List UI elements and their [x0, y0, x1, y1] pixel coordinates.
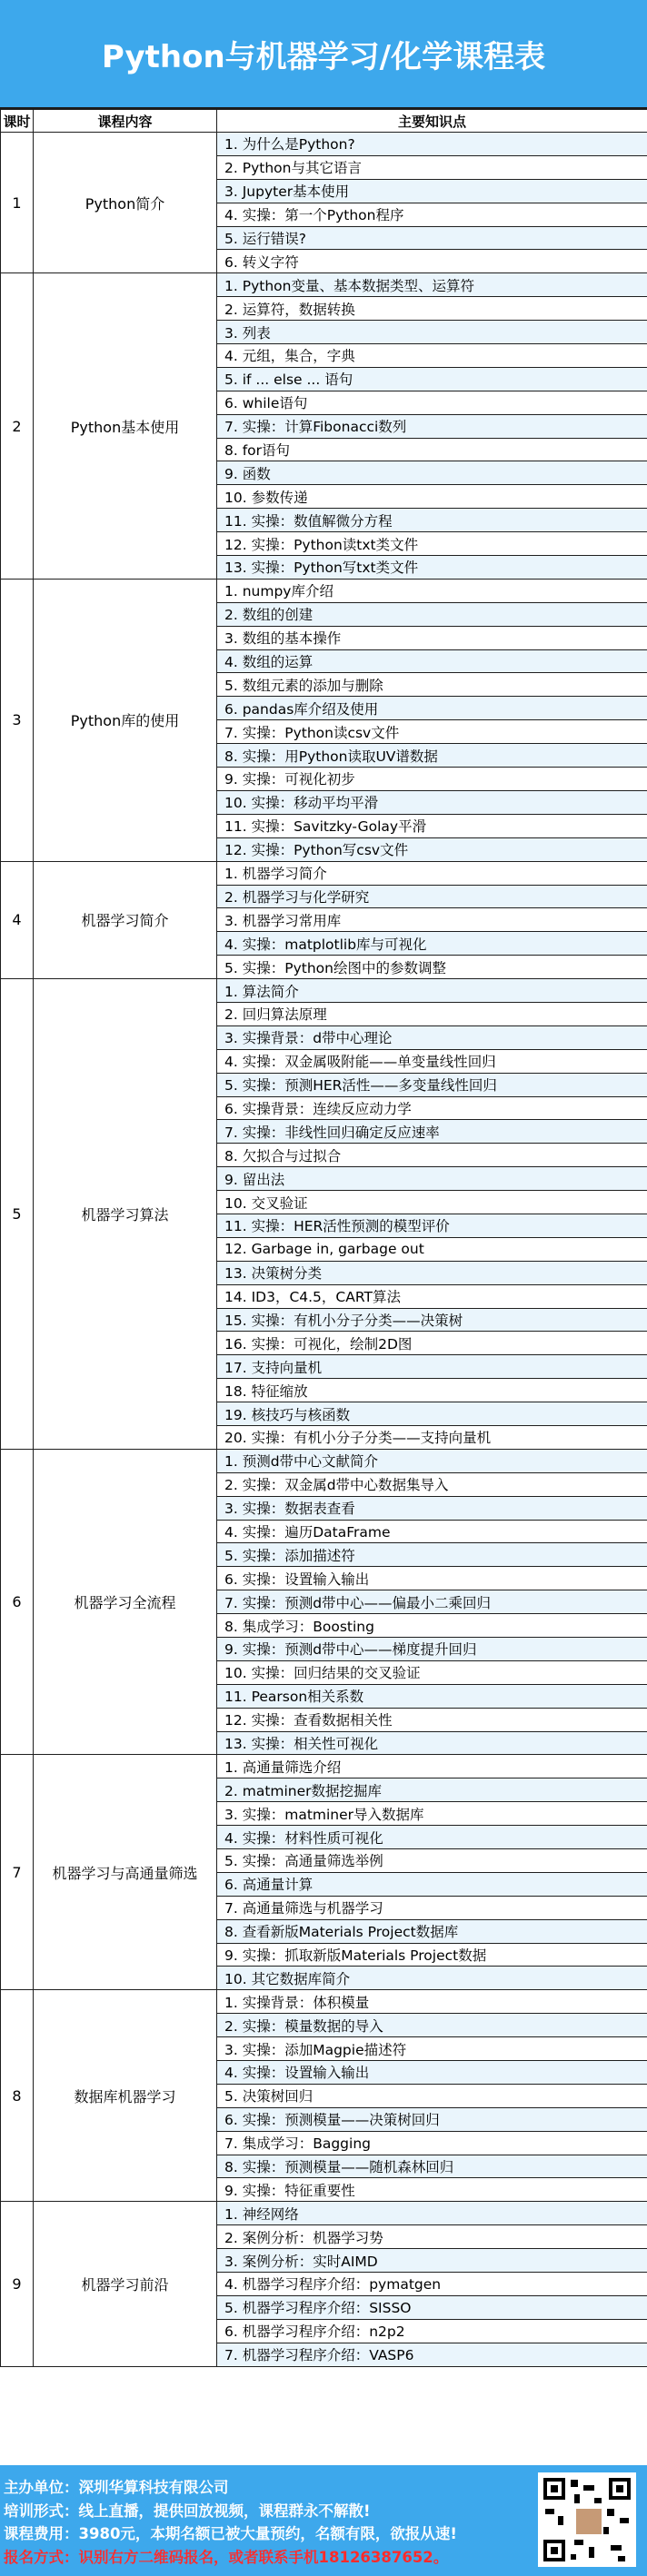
- knowledge-point: 5. if ... else ... 语句: [217, 367, 647, 391]
- knowledge-point: 9. 函数: [217, 461, 647, 485]
- knowledge-point: 1. 算法简介: [217, 979, 647, 1003]
- knowledge-point: 12. 实操：Python读txt类文件: [217, 532, 647, 556]
- knowledge-point: 5. 实操：Python绘图中的参数调整: [217, 956, 647, 979]
- knowledge-point: 3. Jupyter基本使用: [217, 179, 647, 203]
- knowledge-point: 5. 实操：预测HER活性——多变量线性回归: [217, 1073, 647, 1096]
- knowledge-point: 7. 实操：预测d带中心——偏最小二乘回归: [217, 1590, 647, 1614]
- knowledge-point: 3. 列表: [217, 321, 647, 344]
- knowledge-point: 4. 实操：遍历DataFrame: [217, 1520, 647, 1543]
- knowledge-point: 9. 实操：特征重要性: [217, 2178, 647, 2202]
- knowledge-point: 2. 运算符，数据转换: [217, 297, 647, 321]
- qr-module: [558, 2516, 563, 2525]
- table-row: [1, 133, 647, 156]
- knowledge-point: 2. 实操：模量数据的导入: [217, 2014, 647, 2037]
- knowledge-point: 13. 决策树分类: [217, 1261, 647, 1284]
- knowledge-point: 3. 实操背景：d带中心理论: [217, 1025, 647, 1049]
- knowledge-point: 1. 为什么是Python?: [217, 133, 647, 156]
- knowledge-point: 6. pandas库介绍及使用: [217, 697, 647, 720]
- knowledge-point: 3. 机器学习常用库: [217, 908, 647, 932]
- knowledge-point: 2. 实操：双金属d带中心数据集导入: [217, 1472, 647, 1496]
- qr-module: [583, 2485, 594, 2491]
- qr-finder: [609, 2478, 631, 2500]
- lesson-number: 3: [1, 579, 34, 861]
- knowledge-point: 6. 实操背景：连续反应动力学: [217, 1096, 647, 1120]
- table-row: [1, 979, 647, 1003]
- knowledge-point: 9. 实操：抓取新版Materials Project数据: [217, 1943, 647, 1967]
- qr-module: [545, 2509, 554, 2514]
- qr-module: [571, 2480, 578, 2487]
- header-lesson: 课时: [1, 110, 34, 133]
- qr-module: [620, 2518, 629, 2523]
- knowledge-point: 4. 实操：设置输入输出: [217, 2061, 647, 2085]
- knowledge-point: 11. 实操：Savitzky-Golay平滑: [217, 814, 647, 837]
- knowledge-point: 20. 实操：有机小分子分类——支持向量机: [217, 1425, 647, 1449]
- lesson-name: 机器学习与高通量筛选: [34, 1755, 217, 1990]
- knowledge-point: 13. 实操：相关性可视化: [217, 1731, 647, 1755]
- knowledge-point: 15. 实操：有机小分子分类——决策树: [217, 1308, 647, 1332]
- header-content: 课程内容: [34, 110, 217, 133]
- knowledge-point: 12. 实操：Python写csv文件: [217, 837, 647, 861]
- knowledge-point: 8. 欠拟合与过拟合: [217, 1144, 647, 1167]
- knowledge-point: 5. 数组元素的添加与删除: [217, 673, 647, 697]
- avatar: [574, 2507, 603, 2536]
- knowledge-point: 6. while语句: [217, 391, 647, 414]
- knowledge-point: 5. 实操：高通量筛选举例: [217, 1849, 647, 1873]
- knowledge-point: 2. 数组的创建: [217, 602, 647, 626]
- knowledge-point: 10. 实操：移动平均平滑: [217, 790, 647, 814]
- header-points: 主要知识点: [217, 110, 647, 133]
- knowledge-point: 3. 实操：matminer导入数据库: [217, 1802, 647, 1826]
- table-row: [1, 1449, 647, 1472]
- qr-module: [574, 2540, 583, 2545]
- knowledge-point: 9. 实操：预测d带中心——梯度提升回归: [217, 1638, 647, 1661]
- knowledge-point: 8. 实操：预测模量——随机森林回归: [217, 2155, 647, 2178]
- knowledge-point: 1. 机器学习简介: [217, 861, 647, 885]
- course-table: [0, 109, 647, 2367]
- lesson-number: 5: [1, 979, 34, 1450]
- footer-fee: 课程费用：3980元，本期名额已被大量预约，名额有限，欲报从速!: [4, 2525, 457, 2542]
- knowledge-point: 3. 实操：数据表查看: [217, 1496, 647, 1520]
- lesson-number: 8: [1, 1990, 34, 2202]
- lesson-name: 机器学习前沿: [34, 2202, 217, 2366]
- knowledge-point: 2. 机器学习与化学研究: [217, 885, 647, 908]
- table-row: [1, 2202, 647, 2225]
- knowledge-point: 2. Python与其它语言: [217, 155, 647, 179]
- knowledge-point: 8. 查看新版Materials Project数据库: [217, 1919, 647, 1943]
- lesson-number: 7: [1, 1755, 34, 1990]
- footer-info: [0, 2465, 647, 2576]
- footer-organizer: 主办单位：深圳华算科技有限公司: [4, 2479, 229, 2496]
- qr-module: [589, 2547, 594, 2558]
- knowledge-point: 7. 高通量筛选与机器学习: [217, 1896, 647, 1919]
- knowledge-point: 1. 神经网络: [217, 2202, 647, 2225]
- knowledge-point: 4. 实操：第一个Python程序: [217, 203, 647, 226]
- knowledge-point: 12. Garbage in, garbage out: [217, 1237, 647, 1261]
- qr-module: [618, 2556, 625, 2561]
- knowledge-point: 10. 交叉验证: [217, 1191, 647, 1214]
- knowledge-point: 3. 数组的基本操作: [217, 626, 647, 649]
- qr-module: [611, 2545, 622, 2551]
- qr-module: [603, 2527, 609, 2534]
- knowledge-point: 10. 其它数据库简介: [217, 1967, 647, 1990]
- knowledge-point: 5. 机器学习程序介绍：SISSO: [217, 2295, 647, 2319]
- knowledge-point: 4. 实操：材料性质可视化: [217, 1826, 647, 1849]
- knowledge-point: 9. 实操：可视化初步: [217, 768, 647, 791]
- lesson-name: Python基本使用: [34, 273, 217, 580]
- knowledge-point: 6. 机器学习程序介绍：n2p2: [217, 2319, 647, 2343]
- knowledge-point: 19. 核技巧与核函数: [217, 1402, 647, 1426]
- knowledge-point: 18. 特征缩放: [217, 1379, 647, 1402]
- knowledge-point: 1. Python变量、基本数据类型、运算符: [217, 273, 647, 297]
- knowledge-point: 1. 预测d带中心文献简介: [217, 1449, 647, 1472]
- knowledge-point: 5. 决策树回归: [217, 2084, 647, 2107]
- knowledge-point: 10. 参数传递: [217, 485, 647, 509]
- knowledge-point: 6. 实操：预测模量——决策树回归: [217, 2107, 647, 2131]
- knowledge-point: 5. 实操：添加描述符: [217, 1543, 647, 1567]
- qr-module: [574, 2494, 580, 2503]
- knowledge-point: 1. 实操背景：体积模量: [217, 1990, 647, 2014]
- qr-code-icon[interactable]: [538, 2472, 636, 2567]
- knowledge-point: 8. 集成学习：Boosting: [217, 1614, 647, 1638]
- knowledge-point: 6. 实操：设置输入输出: [217, 1567, 647, 1590]
- knowledge-point: 4. 数组的运算: [217, 649, 647, 673]
- table-row: [1, 861, 647, 885]
- knowledge-point: 4. 实操：双金属吸附能——单变量线性回归: [217, 1049, 647, 1073]
- lesson-name: Python简介: [34, 133, 217, 273]
- knowledge-point: 17. 支持向量机: [217, 1355, 647, 1379]
- knowledge-point: 4. 机器学习程序介绍：pymatgen: [217, 2273, 647, 2296]
- footer-signup: 报名方式：识别右方二维码报名，或者联系手机18126387652。: [4, 2548, 449, 2566]
- knowledge-point: 2. 回归算法原理: [217, 1002, 647, 1025]
- footer-format: 培训形式：线上直播，提供回放视频，课程群永不解散!: [4, 2502, 371, 2520]
- knowledge-point: 11. 实操：数值解微分方程: [217, 509, 647, 532]
- lesson-name: 数据库机器学习: [34, 1990, 217, 2202]
- knowledge-point: 7. 机器学习程序介绍：VASP6: [217, 2343, 647, 2366]
- knowledge-point: 8. 实操：用Python读取UV谱数据: [217, 744, 647, 768]
- knowledge-point: 7. 实操：Python读csv文件: [217, 720, 647, 744]
- table-row: [1, 1755, 647, 1778]
- lesson-number: 1: [1, 133, 34, 273]
- knowledge-point: 11. 实操：HER活性预测的模型评价: [217, 1214, 647, 1237]
- knowledge-point: 16. 实操：可视化，绘制2D图: [217, 1332, 647, 1355]
- knowledge-point: 10. 实操：回归结果的交叉验证: [217, 1660, 647, 1684]
- qr-module: [594, 2498, 602, 2503]
- lesson-name: Python库的使用: [34, 579, 217, 861]
- knowledge-point: 2. 案例分析：机器学习势: [217, 2225, 647, 2249]
- knowledge-point: 6. 转义字符: [217, 250, 647, 273]
- table-row: [1, 1990, 647, 2014]
- footer-lines: [4, 2476, 531, 2569]
- lesson-number: 4: [1, 861, 34, 978]
- page-title: Python与机器学习/化学课程表: [0, 0, 647, 109]
- lesson-number: 2: [1, 273, 34, 580]
- qr-module: [607, 2509, 614, 2516]
- knowledge-point: 3. 实操：添加Magpie描述符: [217, 2037, 647, 2061]
- course-table-body: [1, 133, 647, 2367]
- knowledge-point: 1. 高通量筛选介绍: [217, 1755, 647, 1778]
- knowledge-point: 2. matminer数据挖掘库: [217, 1778, 647, 1802]
- knowledge-point: 4. 实操：matplotlib库与可视化: [217, 932, 647, 956]
- knowledge-point: 6. 高通量计算: [217, 1872, 647, 1896]
- table-row: [1, 579, 647, 602]
- lesson-number: 6: [1, 1449, 34, 1755]
- lesson-name: 机器学习全流程: [34, 1449, 217, 1755]
- knowledge-point: 12. 实操：查看数据相关性: [217, 1708, 647, 1731]
- lesson-name: 机器学习简介: [34, 861, 217, 978]
- knowledge-point: 4. 元组，集合，字典: [217, 344, 647, 368]
- lesson-name: 机器学习算法: [34, 979, 217, 1450]
- lesson-number: 9: [1, 2202, 34, 2366]
- knowledge-point: 11. Pearson相关系数: [217, 1684, 647, 1708]
- knowledge-point: 7. 实操：计算Fibonacci数列: [217, 414, 647, 438]
- table-header-row: [1, 110, 647, 133]
- knowledge-point: 1. numpy库介绍: [217, 579, 647, 602]
- knowledge-point: 8. for语句: [217, 438, 647, 461]
- qr-module: [571, 2554, 576, 2560]
- qr-finder: [543, 2478, 565, 2500]
- knowledge-point: 5. 运行错误?: [217, 226, 647, 250]
- knowledge-point: 9. 留出法: [217, 1167, 647, 1191]
- qr-finder: [543, 2540, 565, 2561]
- table-row: [1, 273, 647, 297]
- knowledge-point: 13. 实操：Python写txt类文件: [217, 556, 647, 580]
- knowledge-point: 14. ID3，C4.5，CART算法: [217, 1284, 647, 1308]
- knowledge-point: 3. 案例分析：实时AIMD: [217, 2249, 647, 2273]
- knowledge-point: 7. 实操：非线性回归确定反应速率: [217, 1120, 647, 1144]
- knowledge-point: 7. 集成学习：Bagging: [217, 2131, 647, 2155]
